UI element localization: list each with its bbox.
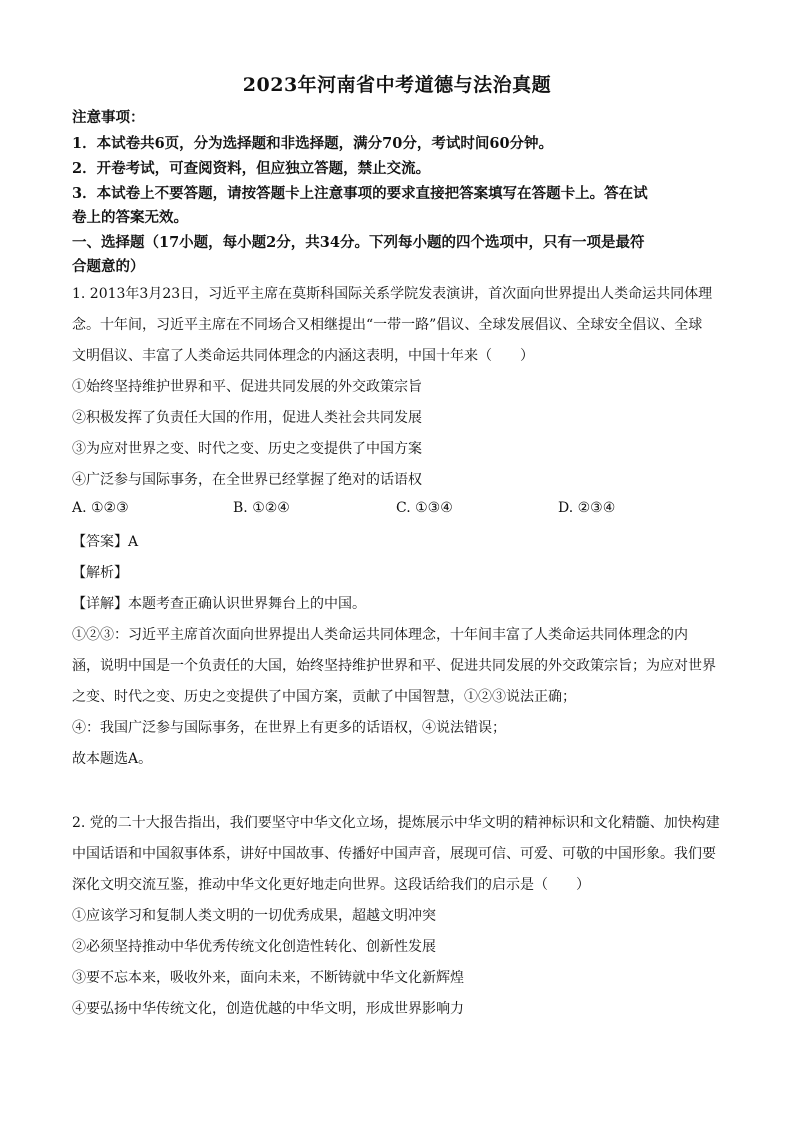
q1-option-c: C. ①③④: [396, 500, 453, 516]
q1-conclusion: 故本题选A。: [72, 751, 153, 767]
q1-stem-line1: 1. 2013年3月23日，习近平主席在莫斯科国际关系学院发表演讲，首次面向世界提出人类命运共同体理: [72, 286, 713, 302]
q2-statement-4: ④要弘扬中华传统文化，创造优越的中华文明，形成世界影响力: [72, 1001, 464, 1017]
notice-item-1: 1．本试卷共6页，分为选择题和非选择题，满分70分，考试时间60分钟。: [72, 135, 554, 152]
q1-stem-line3: 文明倡议、丰富了人类命运共同体理念的内涵这表明，中国十年来（ ）: [72, 348, 534, 364]
notice-item-2: 2．开卷考试，可查阅资料，但应独立答题，禁止交流。: [72, 160, 431, 177]
page-title: 2023年河南省中考道德与法治真题: [242, 74, 552, 96]
q1-statement-2: ②积极发挥了负责任大国的作用，促进人类社会共同发展: [72, 410, 422, 426]
q1-explanation-1-line2: 涵，说明中国是一个负责任的大国，始终坚持维护世界和平、促进共同发展的外交政策宗旨；为应对世界: [72, 658, 716, 674]
q2-stem-line2: 中国话语和中国叙事体系，讲好中国故事、传播好中国声音，展现可信、可爱、可敬的中国形象。我们要: [72, 846, 716, 862]
notice-item-3-line1: 3．本试卷上不要答题，请按答题卡上注意事项的要求直接把答案填写在答题卡上。答在试: [72, 185, 648, 202]
q1-option-b: B. ①②④: [233, 500, 290, 516]
q1-answer: 【答案】A: [72, 534, 139, 550]
notice-heading: 注意事项：: [72, 109, 145, 126]
q1-analysis-label: 【解析】: [72, 565, 128, 581]
q1-stem-line2: 念。十年间，习近平主席在不同场合又相继提出“一带一路”倡议、全球发展倡议、全球安全倡议、全球: [72, 317, 703, 333]
q1-statement-4: ④广泛参与国际事务，在全世界已经掌握了绝对的话语权: [72, 472, 422, 488]
q1-explanation-1-line1: ①②③：习近平主席首次面向世界提出人类命运共同体理念，十年间丰富了人类命运共同体理念的内: [72, 627, 688, 643]
section1-heading-line1: 一、选择题（17小题，每小题2分，共34分。下列每小题的四个选项中，只有一项是最符: [72, 234, 645, 251]
section1-heading-line2: 合题意的）: [72, 258, 145, 275]
q1-option-a: A. ①②③: [72, 500, 129, 516]
q2-statement-2: ②必须坚持推动中华优秀传统文化创造性转化、创新性发展: [72, 939, 436, 955]
q1-explanation-2: ④：我国广泛参与国际事务，在世界上有更多的话语权，④说法错误；: [72, 720, 506, 736]
q1-detail: 【详解】本题考查正确认识世界舞台上的中国。: [72, 596, 366, 612]
q2-stem-line3: 深化文明交流互鉴，推动中华文化更好地走向世界。这段话给我们的启示是（ ）: [72, 877, 590, 893]
notice-item-3-line2: 卷上的答案无效。: [72, 209, 188, 226]
q1-explanation-1-line3: 之变、时代之变、历史之变提供了中国方案，贡献了中国智慧，①②③说法正确；: [72, 689, 576, 705]
q1-statement-1: ①始终坚持维护世界和平、促进共同发展的外交政策宗旨: [72, 379, 422, 395]
q2-statement-3: ③要不忘本来，吸收外来，面向未来，不断铸就中华文化新辉煌: [72, 970, 464, 986]
q2-statement-1: ①应该学习和复制人类文明的一切优秀成果，超越文明冲突: [72, 908, 436, 924]
q1-statement-3: ③为应对世界之变、时代之变、历史之变提供了中国方案: [72, 441, 422, 457]
q2-stem-line1: 2. 党的二十大报告指出，我们要坚守中华文化立场，提炼展示中华文明的精神标识和文化精髓、加快构建: [72, 815, 720, 831]
q1-option-d: D. ②③④: [558, 500, 616, 516]
